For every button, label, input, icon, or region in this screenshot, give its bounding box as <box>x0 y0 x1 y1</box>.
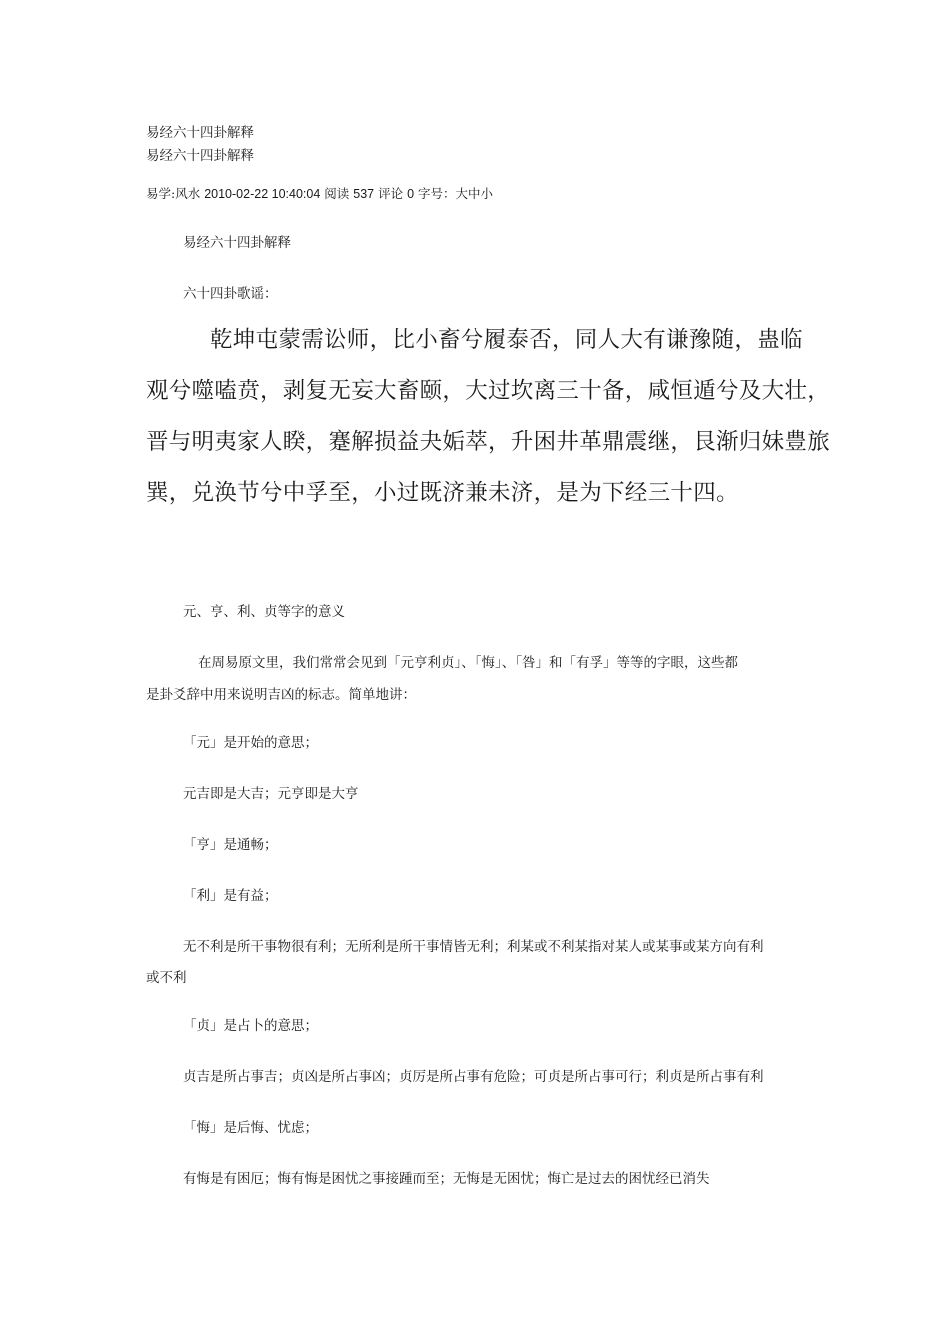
section-heading: 易经六十四卦解释 <box>183 235 291 251</box>
definition-item: 贞吉是所占事吉；贞凶是所占事凶；贞厉是所占事有危险；可贞是所占事可行；利贞是所占事有利 <box>183 1069 764 1085</box>
meta-read-label: 阅读 <box>324 186 350 201</box>
definition-item: 「亨」是通畅； <box>183 837 278 853</box>
meta-font-size: 字号：大中小 <box>418 186 494 201</box>
definition-item: 「悔」是后悔、忧虑； <box>183 1120 318 1136</box>
doc-title: 易经六十四卦解释 <box>146 125 254 141</box>
meta-datetime: 2010-02-22 10:40:04 <box>204 187 321 201</box>
song-line: 巽，兑涣节兮中孚至，小过既济兼未济，是为下经三十四。 <box>146 480 739 506</box>
song-line: 乾坤屯蒙需讼师，比小畜兮履泰否，同人大有谦豫随，蛊临 <box>210 327 803 353</box>
definition-item: 「元」是开始的意思； <box>183 735 318 751</box>
definition-item: 无不利是所干事物很有利；无所利是所干事情皆无利；利某或不利某指对某人或某事或某方向有利 <box>183 939 764 955</box>
article-meta <box>146 186 493 202</box>
meta-comment-label: 评论 <box>378 186 404 201</box>
definition-item: 元吉即是大吉；元亨即是大亨 <box>183 786 359 802</box>
definition-item-cont: 或不利 <box>146 970 187 986</box>
song-title: 六十四卦歌谣： <box>183 286 278 302</box>
definition-item: 「贞」是占卜的意思； <box>183 1018 318 1034</box>
meta-category: 易学:风水 <box>146 186 201 201</box>
intro-line: 是卦爻辞中用来说明吉凶的标志。简单地讲： <box>146 687 416 703</box>
definition-item: 有悔是有困厄；悔有悔是困忧之事接踵而至；无悔是无困忧；悔亡是过去的困忧经已消失 <box>183 1171 710 1187</box>
meta-read-count: 537 <box>353 187 375 201</box>
song-line: 观兮噬嗑贲，剥复无妄大畜颐，大过坎离三十备，咸恒遁兮及大壮， <box>146 378 831 404</box>
doc-title-repeat: 易经六十四卦解释 <box>146 148 254 164</box>
song-line: 晋与明夷家人睽，蹇解损益夬姤萃，升困井革鼎震继，艮渐归妹豊旅 <box>146 429 831 455</box>
section-title: 元、亨、利、贞等字的意义 <box>183 604 345 620</box>
definition-item: 「利」是有益； <box>183 888 278 904</box>
intro-line: 在周易原文里，我们常常会见到「元亨利贞」、「悔」、「咎」和「有孚」等等的字眼，这些都 <box>198 655 738 671</box>
meta-comment-count: 0 <box>407 187 415 201</box>
